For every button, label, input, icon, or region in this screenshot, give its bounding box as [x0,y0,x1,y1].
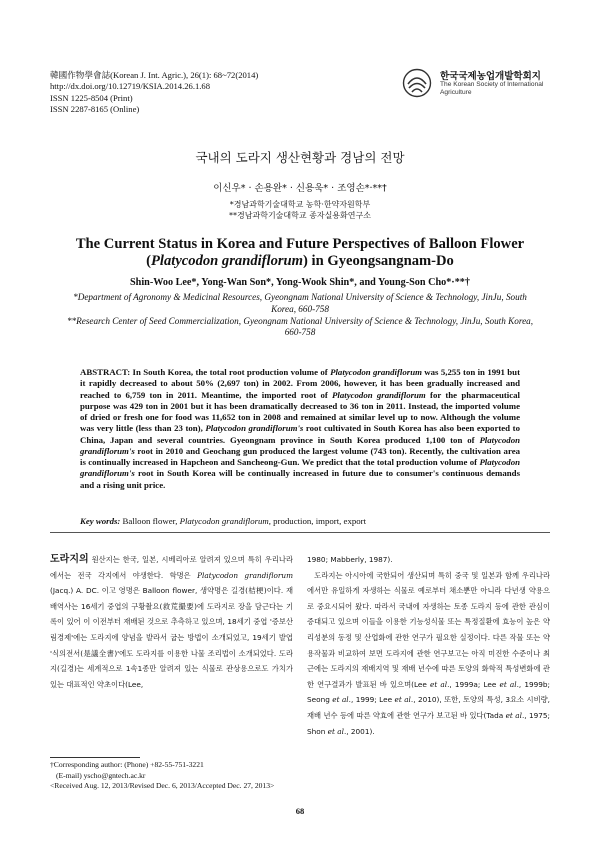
species-name: Platycodon grandiflorum's [80,434,520,456]
submission-dates: <Received Aug. 12, 2013/Revised Dec. 6, 2013/Accepted Dec. 27, 2013> [50,781,275,790]
paren: ( [146,253,151,269]
keyword-text: , production, import, export [268,516,367,526]
society-name-english: The Korean Society of International Agriculture [440,81,544,96]
abstract-text: root in 2010 and Geochang gun produced the largest volume (743 ton). Recently, the cultivation area is continually increased in Hapcheon and Sancheong-Gun. We predict that the total production volume of [80,445,520,467]
english-affiliation-1: *Department of Agronomy & Medicinal Resources, Gyeongnam National University of Science & Technology, JinJu, South Korea, 660-758 [73,292,527,314]
korean-affiliation-2: **경남과학기술대학교 종자실용화연구소 [229,211,371,220]
issn-online: ISSN 2287-8165 (Online) [50,104,140,115]
journal-header [50,70,258,116]
keywords [80,516,520,526]
keywords-label: Key words: [80,516,121,526]
keyword-text: Balloon flower, [120,516,180,526]
title-rest: ) in Gyeongsangnam-Do [303,253,454,269]
abstract-text: In South Korea, the total root production volume of [130,367,331,377]
body-paragraph [307,568,550,740]
species-name: Platycodon grandiflorum's [205,423,304,434]
species-name: Platycodon grandiflorum [179,516,269,526]
body-text: (Jacq.) A. DC. 이고 영명은 Balloon flower, 생약명은 길경(桔梗)이다. 재배역사는 16세기 중엽의 구황촬요(救荒撮要)에 도라지로 장을 담근다는 기록이 있어 이 이전부터 재배된 것으로 추측하고 있으며, 18세기 중엽 '증보산림경제'에는 도라지에 양념을 발라서 굽는 방법이 소개되었고, 19세기 발엽 '식의전서(是議全書)'에도 도라지를 이용한 나물 조리법이 소개되었다. 도라지(길경)는 세계적으로 1속1종만 알려져 있는 식물로 관상용으로도 가치가 있는 대표적인 약초이다(Lee, [50,586,293,689]
body-text: ., 2010), 또한, 토양의 특성, 3요소 시비량, 재배 년수 등에 따른 약효에 관한 연구가 보고된 바 있다(Tada [307,695,551,720]
abstract-text: root in South Korea will be continually increased in future due to consumer's continuous demands and a rising unit price. [80,468,520,490]
corresponding-author: †Corresponding author: (Phone) +82-55-751-3221 [50,760,204,769]
journal-citation: 韓國作物學會誌(Korean J. Int. Agric.), 26(1): 68~72(2014) [50,70,259,80]
body-text: 1980; Mabberly, 1987). [307,555,393,564]
body-right-column [307,552,550,739]
abstract-text: was 5,255 ton in 1991 but it rapidly decreased to about 50% (2,697 ton) in 2002. From 2006, however, it has been gradually increased and reached to 6,759 ton in 2011. Meantime, the imported root of [80,367,521,400]
et-al: et al [327,726,344,736]
society-emblem-icon [402,68,432,98]
body-text: ., 1999; Lee [348,695,395,705]
body-text: ., 1999b; Seong [307,679,550,705]
korean-affiliation-1: *경남과학기술대학교 농학·한약자원학부 [229,200,371,209]
et-al: et al [332,695,349,705]
english-title [60,236,540,270]
english-affiliations [66,292,534,339]
body-text: 도라지는 아시아에 국한되어 생산되며 특히 중국 및 일본과 함께 우리나라에서만 유일하게 자생하는 식물로 예로부터 채소뿐만 아니라 다년생 약용으로 중요시되어 왔다. 따라서 국내에 자생하는 토종 도라지 등에 관한 관심이 증대되고 있으며 이들을 이용한 기능성식물 또는 특정질환에 효능이 높은 약리성분의 동정 및 산업화에 관한 연구가 필요한 실정이다. 다른 작물 또는 약용작물과 비교하여 보면 도라지에 관한 연구보고는 아직 미진한 수준이나 최근에는 도라지의 재배지역 및 재배 년수에 따른 토양의 화학적 특성변화에 관한 연구결과가 발표된 바 있으며(Lee [307,570,550,689]
korean-authors: 이신우* · 손용완* · 신용욱* · 조영손*·**† [213,183,387,194]
lead-word: 도라지의 [50,554,89,565]
section-divider [50,532,550,533]
english-title-line-1: The Current Status in Korea and Future Perspectives of Balloon Flower [75,236,525,252]
korean-affiliations [0,199,600,221]
et-al: et al [505,710,522,720]
abstract-text: for the pharmaceutical purpose was 429 ton in 2001 but it has been dramatically decreased to 36 ton in 2011. Instead, the imported volume of dried or fresh one for food was 11,652 ton in 2008 and remained at similar level up to now. Although the volume was very little (less than 23 ton), [80,389,520,434]
abstract-label: ABSTRACT: [80,367,131,377]
english-affiliation-2: **Research Center of Seed Commercialization, Gyeongnam National University of Science & Technology, JinJu, South Korea, 660-758 [66,315,534,338]
body-text: ., 1999a; Lee [447,679,500,689]
english-authors: Shin-Woo Lee*, Yong-Wan Son*, Yong-Wook Shin*, and Young-Son Cho*·**† [130,277,470,288]
issn-print: ISSN 1225-8504 (Print) [50,92,133,103]
society-name-korean: 한국국제농업개발학회지 [440,71,541,82]
et-al: et al [394,695,411,705]
species-name: Platycodon grandiflorum [151,253,304,269]
author-email[interactable]: (E-mail) yscho@gntech.ac.kr [56,770,146,780]
species-name: Platycodon grandiflorum [197,570,294,580]
society-logo [402,66,552,100]
body-text: ., 2001). [343,726,375,736]
page-number: 68 [295,806,305,816]
english-title-line-2 [60,253,540,270]
body-text: 원산지는 한국, 일본, 시베리아로 알려져 있으며 특히 우리나라에서는 전국 각지에서 야생한다. 학명은 [50,555,293,580]
et-al: et al [430,679,448,689]
korean-title: 국내의 도라지 생산현황과 경남의 전망 [195,150,405,165]
doi-link[interactable]: http://dx.doi.org/10.12719/KSIA.2014.26.1.68 [50,81,211,92]
body-left-column [50,552,293,692]
footnote-rule [50,757,140,758]
species-name: Platycodon grandiflorum's [80,457,520,479]
footnote [50,760,308,792]
species-name: Platycodon grandiflorum [330,367,422,377]
body-text: ., 1975; Shon [307,710,550,736]
abstract [80,367,520,491]
et-al: et al [499,679,517,689]
species-name: Platycodon grandiflorum [332,389,426,400]
abstract-text: root cultivated in South Korea has also been exported to China, Japan and several countries. Gyeongnam province in South Korea produced 1,100 ton of [80,423,520,445]
